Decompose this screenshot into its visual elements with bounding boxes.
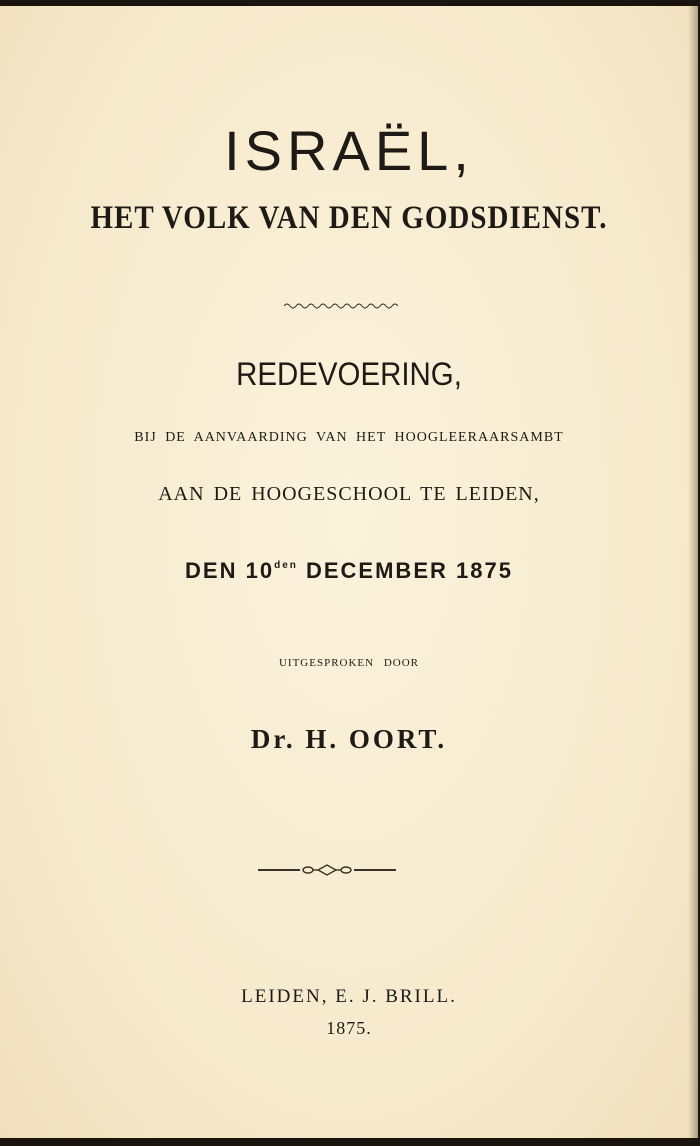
book-subtitle: HET VOLK VAN DEN GODSDIENST. <box>90 200 608 236</box>
spoken-by-line: UITGESPROKEN DOOR <box>278 657 420 669</box>
diamond-chain-rule-ornament-icon <box>256 862 398 878</box>
date-ordinal: den <box>274 560 298 571</box>
book-title: ISRAËL, <box>224 119 474 182</box>
title-page <box>0 6 698 1138</box>
wavy-rule-ornament-icon <box>282 300 402 312</box>
occasion-line: BIJ DE AANVAARDING VAN HET HOOGLEERAARSAMBT <box>134 430 564 445</box>
author-name: Dr. H. OORT. <box>250 724 448 754</box>
publisher-line: LEIDEN, E. J. BRILL. <box>241 986 457 1007</box>
date-line <box>0 558 698 584</box>
date-suffix: DECEMBER 1875 <box>297 558 513 583</box>
institution-line: AAN DE HOOGESCHOOL TE LEIDEN, <box>158 483 540 505</box>
publication-year: 1875. <box>326 1018 372 1038</box>
oration-heading: REDEVOERING, <box>236 356 462 392</box>
date-prefix: DEN 10 <box>185 558 275 583</box>
